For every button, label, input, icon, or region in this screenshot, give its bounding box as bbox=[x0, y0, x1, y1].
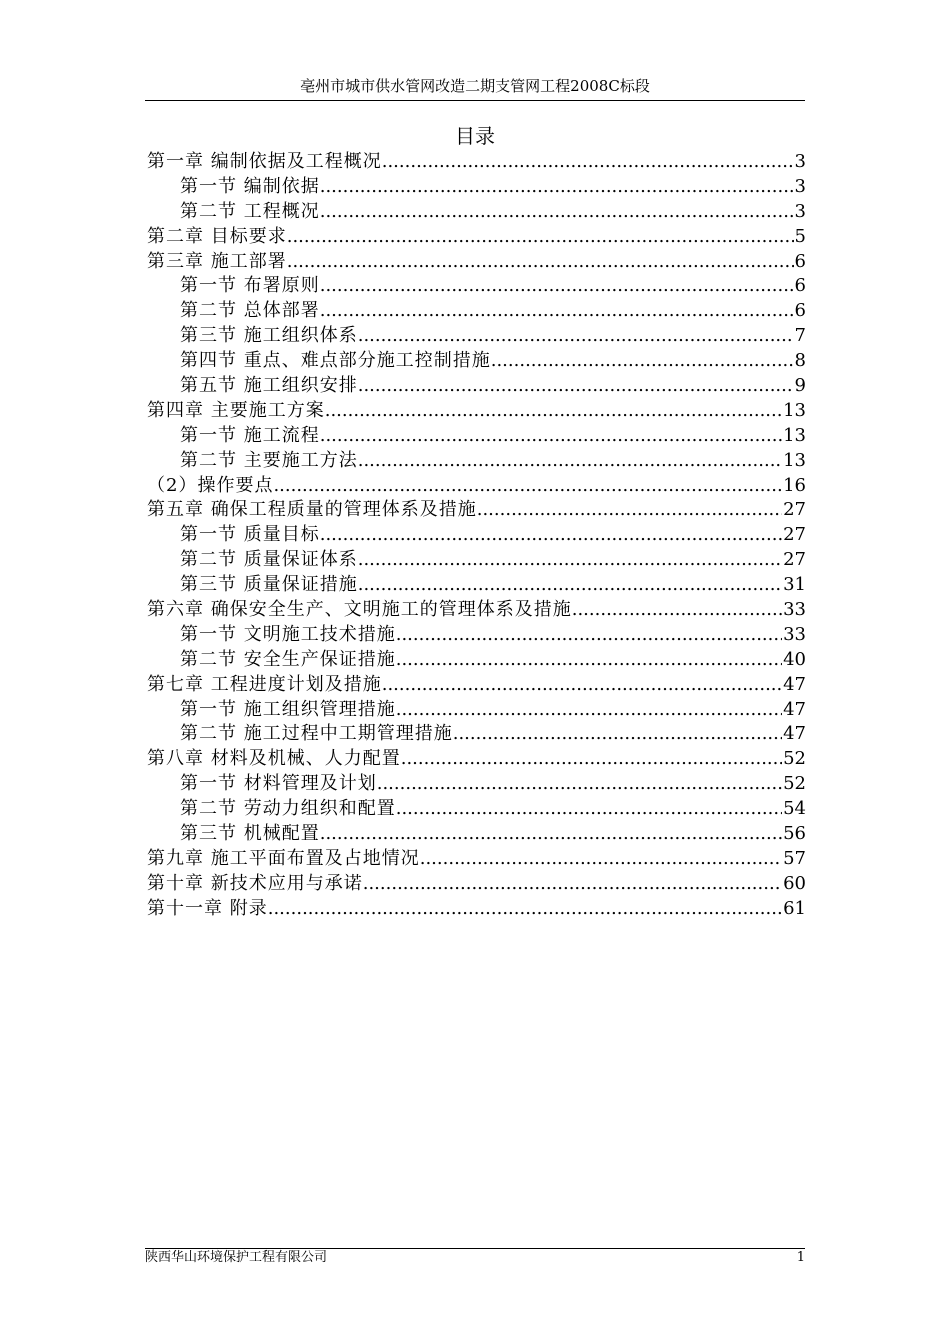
toc-entry-page: 3 bbox=[794, 151, 806, 172]
toc-dot-leader bbox=[358, 449, 782, 474]
toc-section-entry[interactable] bbox=[147, 374, 806, 399]
toc-dot-leader bbox=[401, 747, 782, 772]
toc-entry-page: 52 bbox=[783, 748, 806, 770]
toc-entry-label: 第三节 施工组织体系 bbox=[180, 325, 358, 347]
toc-entry-page: 31 bbox=[783, 574, 806, 596]
toc-entry-label: 第七章 工程进度计划及措施 bbox=[147, 673, 382, 695]
toc-entry-label: 第二节 总体部署 bbox=[180, 300, 320, 322]
toc-dot-leader bbox=[358, 324, 794, 349]
toc-chapter-entry[interactable] bbox=[147, 225, 806, 250]
footer-company: 陕西华山环境保护工程有限公司 bbox=[145, 1250, 328, 1265]
toc-dot-leader bbox=[320, 523, 782, 548]
toc-entry-page: 47 bbox=[783, 673, 806, 695]
toc-entry-page: 27 bbox=[783, 524, 806, 546]
toc-entry-page: 47 bbox=[783, 698, 806, 720]
toc-section-entry[interactable] bbox=[147, 822, 806, 847]
toc-dot-leader bbox=[382, 150, 794, 175]
toc-entry-page: 13 bbox=[783, 399, 806, 421]
toc-title: 目录 bbox=[455, 124, 495, 148]
toc-dot-leader bbox=[287, 225, 794, 250]
footer-page-number: 1 bbox=[796, 1250, 805, 1265]
toc-entry-label: 第二章 目标要求 bbox=[147, 225, 287, 247]
toc-entry-page: 27 bbox=[783, 549, 806, 571]
toc-chapter-entry[interactable] bbox=[147, 474, 806, 499]
toc-section-entry[interactable] bbox=[147, 797, 806, 822]
toc-section-entry[interactable] bbox=[147, 324, 806, 349]
toc-dot-leader bbox=[396, 797, 782, 822]
footer-divider bbox=[145, 1248, 805, 1249]
toc-dot-leader bbox=[320, 424, 782, 449]
toc-entry-label: 第六章 确保安全生产、文明施工的管理体系及措施 bbox=[147, 599, 572, 621]
toc-section-entry[interactable] bbox=[147, 200, 806, 225]
toc-entry-page: 9 bbox=[794, 375, 806, 397]
toc-entry-page: 56 bbox=[783, 823, 806, 845]
toc-entry-label: 第一节 材料管理及计划 bbox=[180, 773, 377, 795]
toc-dot-leader bbox=[453, 722, 782, 747]
toc-dot-leader bbox=[358, 548, 782, 573]
toc-entry-label: 第三章 施工部署 bbox=[147, 250, 287, 272]
toc-entry-label: 第二节 安全生产保证措施 bbox=[180, 648, 396, 670]
toc-entry-page: 57 bbox=[783, 847, 806, 869]
toc-chapter-entry[interactable] bbox=[147, 847, 806, 872]
toc-section-entry[interactable] bbox=[147, 424, 806, 449]
toc-entry-label: 第一节 编制依据 bbox=[180, 175, 320, 197]
toc-dot-leader bbox=[320, 175, 794, 200]
toc-entry-label: 第九章 施工平面布置及占地情况 bbox=[147, 847, 420, 869]
toc-dot-leader bbox=[268, 897, 782, 922]
toc-dot-leader bbox=[377, 772, 782, 797]
toc-section-entry[interactable] bbox=[147, 548, 806, 573]
toc-entry-page: 13 bbox=[783, 424, 806, 446]
toc-entry-label: 第十章 新技术应用与承诺 bbox=[147, 872, 363, 894]
toc-entry-page: 54 bbox=[783, 798, 806, 820]
toc-entry-label: （2）操作要点 bbox=[147, 474, 274, 496]
toc-section-entry[interactable] bbox=[147, 274, 806, 299]
toc-dot-leader bbox=[477, 498, 782, 523]
toc-entry-label: 第二节 主要施工方法 bbox=[180, 449, 358, 471]
toc-entry-page: 13 bbox=[783, 449, 806, 471]
toc-dot-leader bbox=[325, 399, 782, 424]
toc-dot-leader bbox=[420, 847, 782, 872]
toc-dot-leader bbox=[320, 274, 794, 299]
toc-entry-page: 33 bbox=[783, 599, 806, 621]
toc-chapter-entry[interactable] bbox=[147, 598, 806, 623]
toc-entry-page: 6 bbox=[794, 250, 806, 272]
toc-chapter-entry[interactable] bbox=[147, 498, 806, 523]
toc-entry-label: 第五章 确保工程质量的管理体系及措施 bbox=[147, 499, 477, 521]
toc-dot-leader bbox=[491, 349, 794, 374]
toc-entry-label: 第一章 编制依据及工程概况 bbox=[147, 151, 382, 172]
toc-dot-leader bbox=[382, 673, 782, 698]
toc-entry-page: 8 bbox=[794, 350, 806, 372]
toc-entry-label: 第八章 材料及机械、人力配置 bbox=[147, 748, 401, 770]
toc-entry-label: 第二节 工程概况 bbox=[180, 200, 320, 222]
toc-chapter-entry[interactable] bbox=[147, 872, 806, 897]
header-divider bbox=[145, 100, 805, 101]
page-header: 亳州市城市供水管网改造二期支管网工程2008C标段 bbox=[300, 77, 650, 95]
toc-dot-leader bbox=[572, 598, 782, 623]
toc-entry-page: 3 bbox=[794, 175, 806, 197]
toc-section-entry[interactable] bbox=[147, 648, 806, 673]
toc-section-entry[interactable] bbox=[147, 175, 806, 200]
toc-dot-leader bbox=[396, 648, 782, 673]
toc-dot-leader bbox=[320, 822, 782, 847]
toc-section-entry[interactable] bbox=[147, 772, 806, 797]
toc-entry-page: 27 bbox=[783, 499, 806, 521]
toc-chapter-entry[interactable] bbox=[147, 747, 806, 772]
toc-entry-label: 第四章 主要施工方案 bbox=[147, 399, 325, 421]
toc-entry-page: 6 bbox=[794, 300, 806, 322]
toc-entry-label: 第二节 施工过程中工期管理措施 bbox=[180, 723, 453, 745]
toc-entry-label: 第二节 质量保证体系 bbox=[180, 549, 358, 571]
toc-entry-page: 60 bbox=[783, 872, 806, 894]
toc-section-entry[interactable] bbox=[147, 623, 806, 648]
toc-entry-label: 第一节 施工组织管理措施 bbox=[180, 698, 396, 720]
toc-section-entry[interactable] bbox=[147, 449, 806, 474]
toc-entry-page: 61 bbox=[783, 897, 806, 919]
toc-entry-page: 5 bbox=[794, 225, 806, 247]
toc-entry-page: 7 bbox=[794, 325, 806, 347]
toc-entry-label: 第十一章 附录 bbox=[147, 897, 268, 919]
toc-entry-page: 6 bbox=[794, 275, 806, 297]
toc-section-entry[interactable] bbox=[147, 573, 806, 598]
toc-section-entry[interactable] bbox=[147, 698, 806, 723]
toc-section-entry[interactable] bbox=[147, 349, 806, 374]
toc-entry-label: 第一节 布署原则 bbox=[180, 275, 320, 297]
toc-dot-leader bbox=[287, 250, 794, 275]
toc-dot-leader bbox=[396, 698, 782, 723]
toc-entry-page: 16 bbox=[783, 474, 806, 496]
toc-entry-page: 33 bbox=[783, 623, 806, 645]
toc-entry-label: 第四节 重点、难点部分施工控制措施 bbox=[180, 350, 491, 372]
toc-section-entry[interactable] bbox=[147, 523, 806, 548]
toc-dot-leader bbox=[273, 474, 782, 499]
toc-entry-label: 第一节 文明施工技术措施 bbox=[180, 623, 396, 645]
toc-chapter-entry[interactable] bbox=[147, 399, 806, 424]
toc-dot-leader bbox=[320, 200, 794, 225]
toc-entry-page: 3 bbox=[794, 200, 806, 222]
toc-chapter-entry[interactable] bbox=[147, 673, 806, 698]
toc-entry-page: 52 bbox=[783, 773, 806, 795]
toc-entry-label: 第二节 劳动力组织和配置 bbox=[180, 798, 396, 820]
toc-dot-leader bbox=[363, 872, 782, 897]
toc-entry-page: 47 bbox=[783, 723, 806, 745]
toc-chapter-entry[interactable] bbox=[147, 150, 806, 175]
toc-section-entry[interactable] bbox=[147, 299, 806, 324]
toc-entry-label: 第三节 质量保证措施 bbox=[180, 574, 358, 596]
toc-chapter-entry[interactable] bbox=[147, 250, 806, 275]
toc-dot-leader bbox=[396, 623, 782, 648]
toc-entry-label: 第一节 质量目标 bbox=[180, 524, 320, 546]
toc-entry-page: 40 bbox=[783, 648, 806, 670]
toc-chapter-entry[interactable] bbox=[147, 897, 806, 922]
toc-section-entry[interactable] bbox=[147, 722, 806, 747]
toc-entry-label: 第三节 机械配置 bbox=[180, 823, 320, 845]
toc-entry-label: 第五节 施工组织安排 bbox=[180, 375, 358, 397]
toc-entry-label: 第一节 施工流程 bbox=[180, 424, 320, 446]
toc-dot-leader bbox=[320, 299, 794, 324]
toc-dot-leader bbox=[358, 374, 794, 399]
table-of-contents bbox=[147, 150, 806, 922]
toc-dot-leader bbox=[358, 573, 782, 598]
